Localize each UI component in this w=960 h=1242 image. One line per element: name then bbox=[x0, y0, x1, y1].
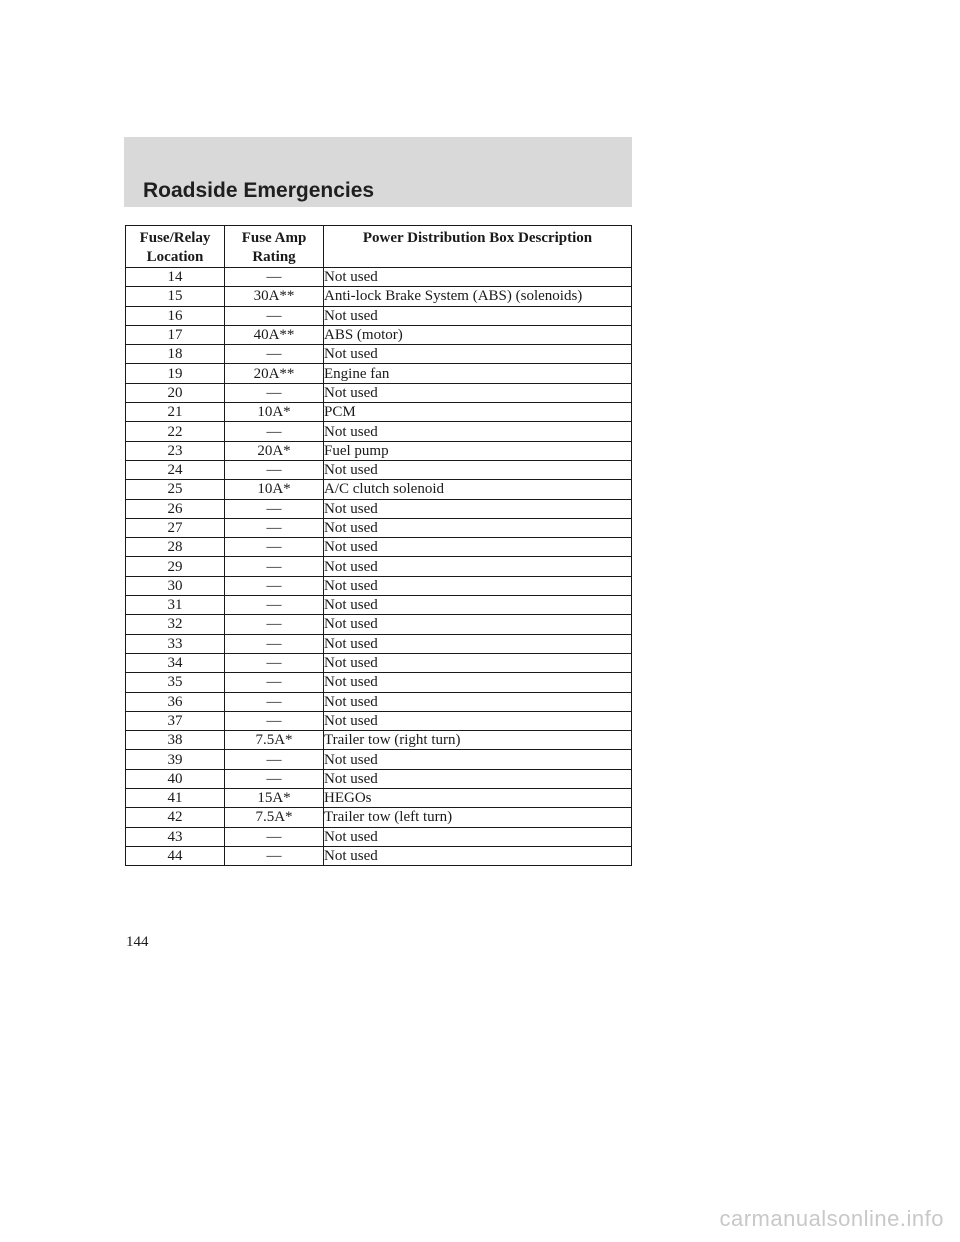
cell-description: Fuel pump bbox=[324, 441, 632, 460]
cell-location: 24 bbox=[126, 460, 225, 479]
cell-amp: — bbox=[225, 383, 324, 402]
cell-description: Not used bbox=[324, 576, 632, 595]
table-row bbox=[126, 692, 632, 711]
table-body bbox=[126, 268, 632, 866]
cell-amp: — bbox=[225, 615, 324, 634]
cell-location: 14 bbox=[126, 268, 225, 287]
cell-amp: — bbox=[225, 711, 324, 730]
table-row bbox=[126, 480, 632, 499]
cell-amp: — bbox=[225, 268, 324, 287]
cell-amp: — bbox=[225, 596, 324, 615]
cell-description: Engine fan bbox=[324, 364, 632, 383]
table-header-row bbox=[126, 226, 632, 268]
header-description-text: Power Distribution Box Description bbox=[362, 230, 593, 246]
cell-location: 25 bbox=[126, 480, 225, 499]
cell-amp: — bbox=[225, 499, 324, 518]
cell-description: Not used bbox=[324, 306, 632, 325]
cell-amp: — bbox=[225, 692, 324, 711]
header-location-text: Fuse/Relay Location bbox=[139, 230, 211, 265]
table-row bbox=[126, 364, 632, 383]
cell-location: 36 bbox=[126, 692, 225, 711]
cell-description: Not used bbox=[324, 345, 632, 364]
cell-description: Not used bbox=[324, 846, 632, 865]
cell-location: 28 bbox=[126, 538, 225, 557]
table-row bbox=[126, 711, 632, 730]
cell-amp: — bbox=[225, 518, 324, 537]
header-description bbox=[324, 226, 632, 268]
table-row bbox=[126, 827, 632, 846]
cell-description: ABS (motor) bbox=[324, 325, 632, 344]
cell-description: Not used bbox=[324, 268, 632, 287]
cell-description: Not used bbox=[324, 634, 632, 653]
cell-amp: 30A** bbox=[225, 287, 324, 306]
cell-description: Not used bbox=[324, 538, 632, 557]
cell-amp: — bbox=[225, 634, 324, 653]
table-row bbox=[126, 634, 632, 653]
cell-amp: — bbox=[225, 538, 324, 557]
cell-location: 42 bbox=[126, 808, 225, 827]
cell-amp: 20A* bbox=[225, 441, 324, 460]
table-row bbox=[126, 673, 632, 692]
cell-description: Not used bbox=[324, 692, 632, 711]
cell-amp: — bbox=[225, 653, 324, 672]
cell-amp: 10A* bbox=[225, 480, 324, 499]
table-row bbox=[126, 846, 632, 865]
table-row bbox=[126, 615, 632, 634]
cell-location: 41 bbox=[126, 789, 225, 808]
table-row bbox=[126, 441, 632, 460]
table-row bbox=[126, 576, 632, 595]
cell-amp: — bbox=[225, 306, 324, 325]
cell-location: 27 bbox=[126, 518, 225, 537]
cell-description: Anti-lock Brake System (ABS) (solenoids) bbox=[324, 287, 632, 306]
cell-location: 22 bbox=[126, 422, 225, 441]
cell-description: Not used bbox=[324, 596, 632, 615]
cell-amp: — bbox=[225, 345, 324, 364]
watermark: carmanualsonline.info bbox=[719, 1206, 944, 1231]
table-row bbox=[126, 422, 632, 441]
cell-location: 16 bbox=[126, 306, 225, 325]
header-amp bbox=[225, 226, 324, 268]
table-row bbox=[126, 750, 632, 769]
cell-amp: 40A** bbox=[225, 325, 324, 344]
cell-amp: — bbox=[225, 576, 324, 595]
cell-description: Not used bbox=[324, 615, 632, 634]
table-row bbox=[126, 403, 632, 422]
table-row bbox=[126, 383, 632, 402]
cell-amp: — bbox=[225, 673, 324, 692]
page-number: 144 bbox=[126, 934, 149, 950]
table-row bbox=[126, 596, 632, 615]
cell-description: A/C clutch solenoid bbox=[324, 480, 632, 499]
cell-description: HEGOs bbox=[324, 789, 632, 808]
cell-location: 40 bbox=[126, 769, 225, 788]
cell-location: 44 bbox=[126, 846, 225, 865]
cell-amp: 7.5A* bbox=[225, 808, 324, 827]
cell-description: Not used bbox=[324, 673, 632, 692]
fuse-table bbox=[125, 225, 632, 866]
cell-location: 20 bbox=[126, 383, 225, 402]
cell-location: 37 bbox=[126, 711, 225, 730]
table-row bbox=[126, 518, 632, 537]
cell-description: Not used bbox=[324, 711, 632, 730]
cell-description: PCM bbox=[324, 403, 632, 422]
table-row bbox=[126, 731, 632, 750]
cell-amp: — bbox=[225, 769, 324, 788]
cell-location: 43 bbox=[126, 827, 225, 846]
cell-location: 34 bbox=[126, 653, 225, 672]
cell-description: Not used bbox=[324, 769, 632, 788]
cell-location: 18 bbox=[126, 345, 225, 364]
cell-amp: 10A* bbox=[225, 403, 324, 422]
cell-description: Not used bbox=[324, 383, 632, 402]
cell-description: Not used bbox=[324, 499, 632, 518]
cell-location: 31 bbox=[126, 596, 225, 615]
cell-description: Trailer tow (right turn) bbox=[324, 731, 632, 750]
cell-location: 30 bbox=[126, 576, 225, 595]
table-row bbox=[126, 499, 632, 518]
cell-location: 38 bbox=[126, 731, 225, 750]
cell-amp: — bbox=[225, 750, 324, 769]
cell-location: 33 bbox=[126, 634, 225, 653]
section-header bbox=[124, 137, 632, 207]
cell-description: Not used bbox=[324, 827, 632, 846]
cell-location: 32 bbox=[126, 615, 225, 634]
cell-description: Not used bbox=[324, 518, 632, 537]
cell-location: 39 bbox=[126, 750, 225, 769]
cell-description: Not used bbox=[324, 557, 632, 576]
cell-description: Not used bbox=[324, 653, 632, 672]
cell-location: 29 bbox=[126, 557, 225, 576]
table-row bbox=[126, 557, 632, 576]
table-row bbox=[126, 789, 632, 808]
table-row bbox=[126, 808, 632, 827]
cell-amp: 7.5A* bbox=[225, 731, 324, 750]
cell-description: Trailer tow (left turn) bbox=[324, 808, 632, 827]
cell-location: 35 bbox=[126, 673, 225, 692]
cell-amp: 15A* bbox=[225, 789, 324, 808]
table-row bbox=[126, 345, 632, 364]
cell-description: Not used bbox=[324, 460, 632, 479]
cell-amp: — bbox=[225, 846, 324, 865]
cell-location: 17 bbox=[126, 325, 225, 344]
table-row bbox=[126, 769, 632, 788]
table-row bbox=[126, 538, 632, 557]
table-row bbox=[126, 653, 632, 672]
cell-description: Not used bbox=[324, 750, 632, 769]
section-title: Roadside Emergencies bbox=[143, 179, 375, 202]
cell-location: 26 bbox=[126, 499, 225, 518]
cell-amp: — bbox=[225, 557, 324, 576]
cell-amp: — bbox=[225, 827, 324, 846]
cell-location: 19 bbox=[126, 364, 225, 383]
table-row bbox=[126, 325, 632, 344]
table-row bbox=[126, 460, 632, 479]
table-row bbox=[126, 268, 632, 287]
cell-amp: — bbox=[225, 422, 324, 441]
header-amp-text: Fuse Amp Rating bbox=[241, 230, 307, 265]
header-location bbox=[126, 226, 225, 268]
cell-amp: 20A** bbox=[225, 364, 324, 383]
cell-amp: — bbox=[225, 460, 324, 479]
table-row bbox=[126, 306, 632, 325]
cell-description: Not used bbox=[324, 422, 632, 441]
table-row bbox=[126, 287, 632, 306]
cell-location: 15 bbox=[126, 287, 225, 306]
cell-location: 21 bbox=[126, 403, 225, 422]
cell-location: 23 bbox=[126, 441, 225, 460]
